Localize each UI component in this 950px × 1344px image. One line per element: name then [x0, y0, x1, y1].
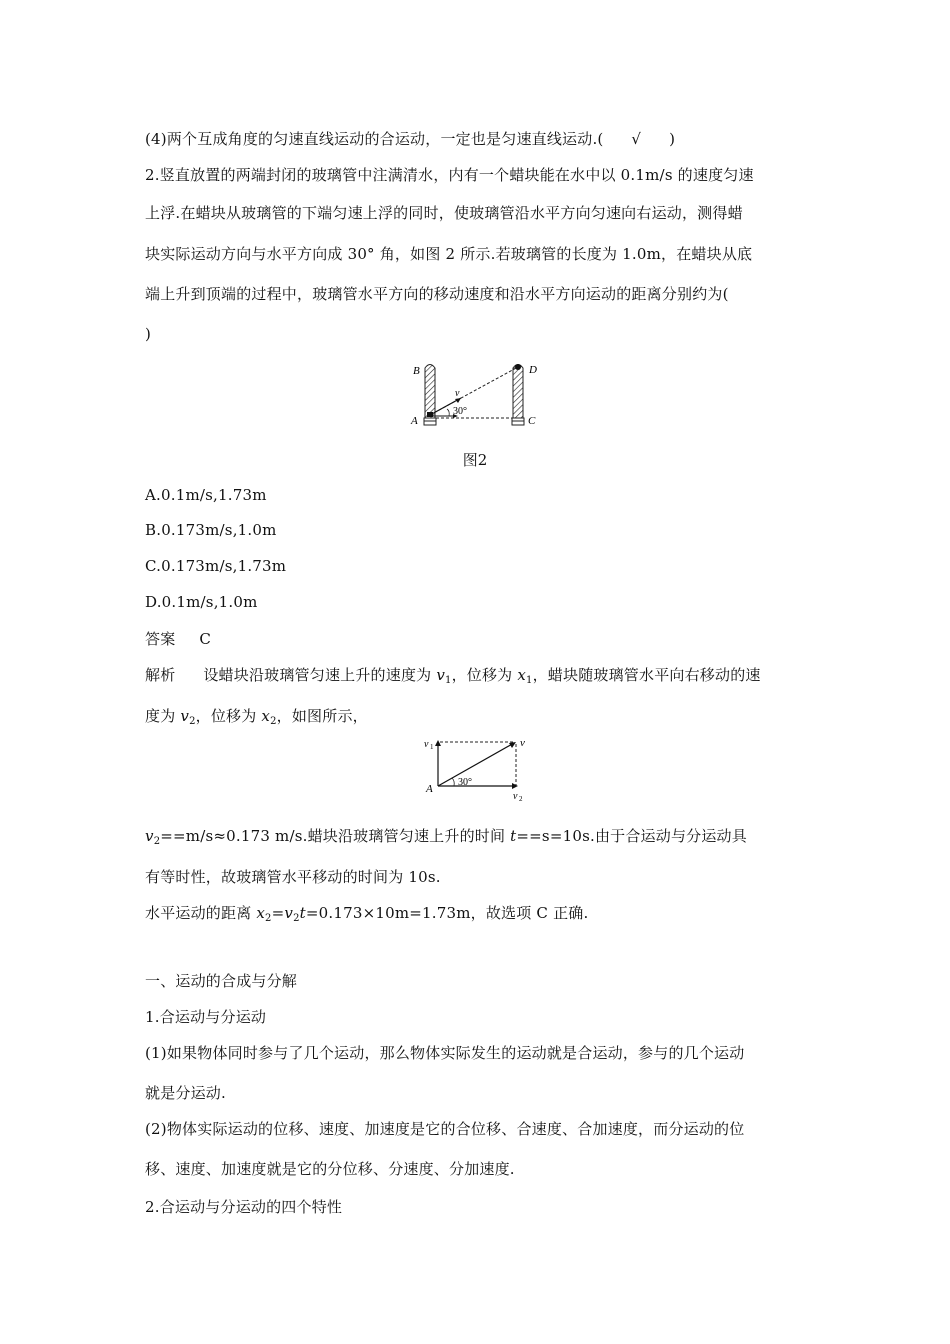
q2-line-4: 端上升到顶端的过程中，玻璃管水平方向的移动速度和沿水平方向运动的距离分别约为(: [145, 285, 729, 303]
analysis-text-1b: ，位移为: [451, 666, 518, 684]
var-v1: v: [436, 666, 446, 684]
q4-close: ): [669, 130, 676, 148]
calc-line-2: 有等时性，故玻璃管水平移动的时间为 10s.: [145, 868, 441, 886]
answer-value: C: [199, 630, 212, 648]
analysis-text-2a: 度为: [145, 707, 181, 725]
option-a: A.0.1m/s,1.73m: [145, 486, 267, 504]
fig2-angle: 30°: [453, 406, 467, 417]
fig2-label-b: B: [413, 365, 420, 377]
q2-line-5: ): [145, 325, 152, 343]
analysis-label: 解析: [145, 666, 176, 684]
var-v2: v: [180, 707, 190, 725]
q2-line-2: 上浮.在蜡块从玻璃管的下端匀速上浮的同时，使玻璃管沿水平方向匀速向右运动，测得蜡: [145, 204, 743, 222]
para-2-line-1: (2)物体实际运动的位移、速度、加速度是它的合位移、合速度、合加速度，而分运动的位: [145, 1120, 745, 1138]
para-1-line-1: (1)如果物体同时参与了几个运动，那么物体实际发生的运动就是合运动，参与的几个运动: [145, 1044, 745, 1062]
analysis-text-1a: 设蜡块沿玻璃管匀速上升的速度为: [203, 666, 437, 684]
fig3-label-v1-sub: 1: [430, 743, 434, 751]
var-x1: x: [517, 666, 527, 684]
option-c: C.0.173m/s,1.73m: [145, 557, 287, 575]
figure-2-diagram: [405, 358, 555, 430]
fig2-label-c: C: [528, 415, 536, 427]
answer-line: [145, 628, 815, 649]
q4-text: (4)两个互成角度的匀速直线运动的合运动，一定也是匀速直线运动.(: [145, 130, 604, 148]
fig2-label-v: v: [455, 388, 460, 399]
velocity-triangle-diagram: [420, 734, 540, 804]
calc-var-x2-sub: 2: [265, 913, 272, 924]
calc-var-v2b-sub: 2: [293, 913, 300, 924]
calc-text-3a: 水平运动的距离: [145, 904, 257, 922]
var-x1-sub: 1: [526, 675, 533, 686]
figure-2-caption: 图2: [462, 451, 488, 469]
subsection-1: 1.合运动与分运动: [145, 1008, 267, 1026]
subsection-2: 2.合运动与分运动的四个特性: [145, 1198, 343, 1216]
analysis-text-2c: ，如图所示，: [276, 707, 368, 725]
calc-text-1a: ==m/s≈0.173 m/s.蜡块沿玻璃管匀速上升的时间: [160, 827, 511, 845]
left-tube: [425, 365, 435, 419]
q4-check-mark: √: [631, 130, 642, 148]
var-x2: x: [261, 707, 271, 725]
calc-line-1: [145, 825, 815, 847]
fig3-label-v2: v: [513, 791, 518, 802]
var-x2-sub: 2: [270, 716, 277, 727]
calc-var-v2-sub: 2: [153, 836, 161, 847]
analysis-text-1c: ，蜡块随玻璃管水平向右移动的速: [532, 666, 761, 684]
calc-var-v2b: v: [284, 904, 294, 922]
fig2-label-d: D: [529, 364, 537, 376]
calc-var-x2: x: [256, 904, 266, 922]
calc-var-t: t: [510, 827, 517, 845]
calc-line-3: [145, 902, 815, 924]
fig3-label-v: v: [520, 737, 525, 749]
option-d: D.0.1m/s,1.0m: [145, 593, 258, 611]
fig3-label-v1: v: [424, 739, 429, 750]
analysis-text-2b: ，位移为: [195, 707, 262, 725]
calc-var-v2: v: [145, 827, 154, 845]
section-title: 一、运动的合成与分解: [145, 972, 298, 990]
fig3-label-a: A: [426, 783, 433, 795]
fig2-label-a: A: [411, 415, 418, 427]
para-1-line-2: 就是分运动.: [145, 1084, 226, 1102]
fig3-label-v2-sub: 2: [519, 795, 523, 803]
option-b: B.0.173m/s,1.0m: [145, 521, 277, 539]
answer-label: 答案: [145, 630, 176, 648]
fig3-angle: 30°: [458, 777, 472, 788]
analysis-line-2: [145, 705, 815, 727]
calc-eq: =: [271, 904, 285, 922]
var-v1-sub: 1: [445, 675, 452, 686]
calc-text-3b: =0.173×10m=1.73m，故选项 C 正确.: [305, 904, 589, 922]
right-tube: [513, 365, 523, 419]
calc-text-1b: ==s=10s.由于合运动与分运动具: [516, 827, 747, 845]
calc-var-t2: t: [299, 904, 306, 922]
q4-line: [145, 128, 815, 149]
para-2-line-2: 移、速度、加速度就是它的分位移、分速度、分加速度.: [145, 1160, 515, 1178]
q2-line-3: 块实际运动方向与水平方向成 30° 角，如图 2 所示.若玻璃管的长度为 1.0m，在蜡块从底: [145, 245, 753, 263]
q2-line-1: 2.竖直放置的两端封闭的玻璃管中注满清水，内有一个蜡块能在水中以 0.1m/s 的速度匀速: [145, 166, 754, 184]
analysis-line-1: [145, 664, 815, 686]
var-v2-sub: 2: [189, 716, 196, 727]
